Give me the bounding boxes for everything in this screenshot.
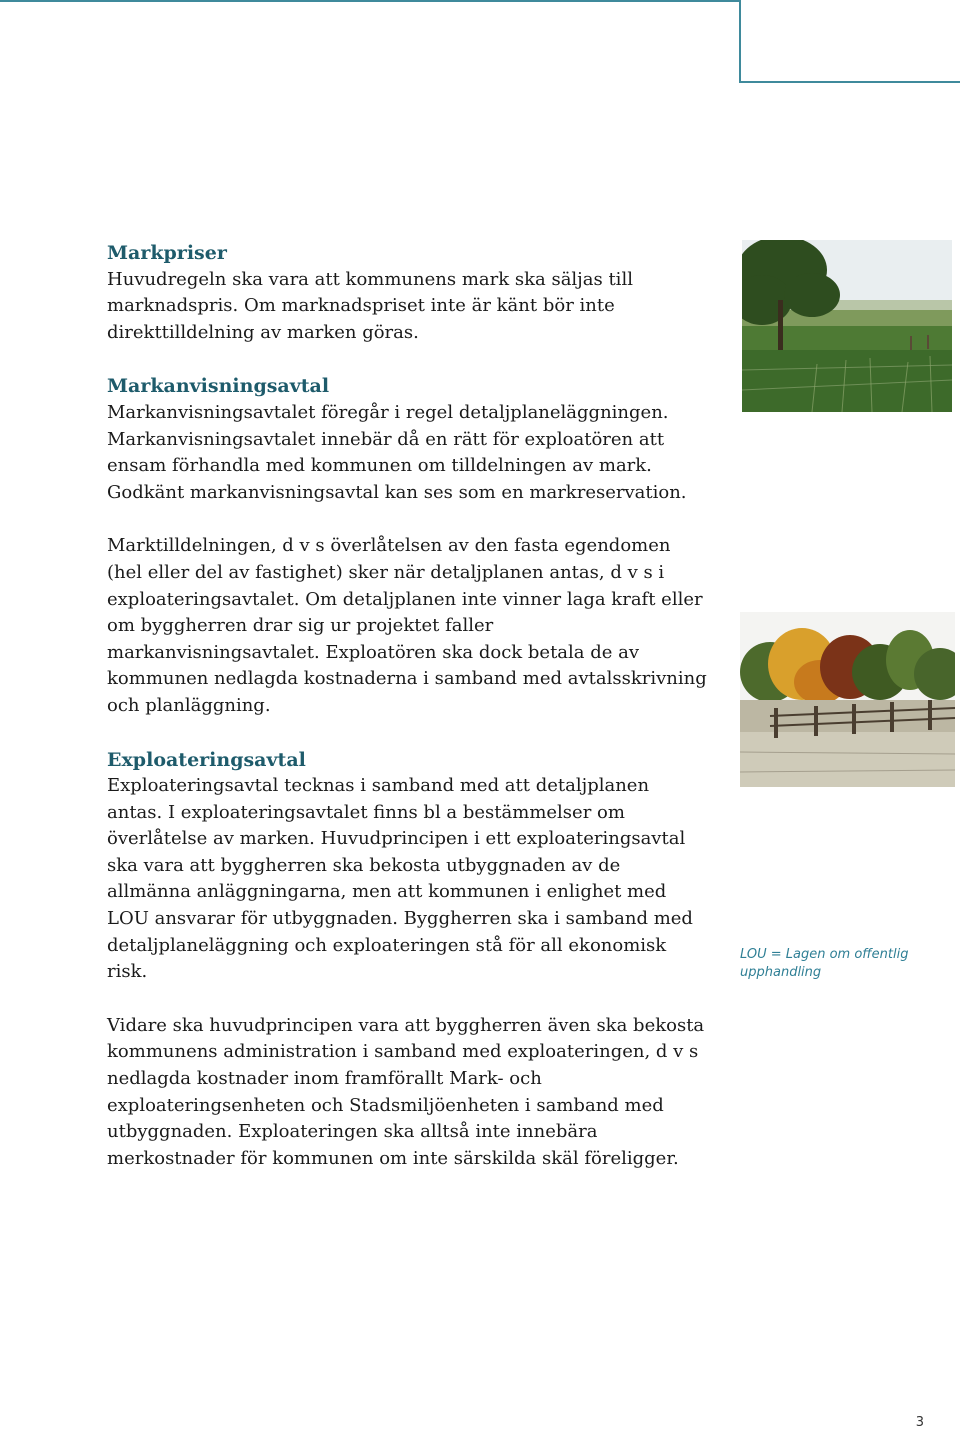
corner-vertical-rule: [739, 0, 741, 83]
paragraph-markpriser: Huvudregeln ska vara att kommunens mark ska säljas till marknadspris. Om marknadspriset inte är känt bör inte direkttilldelning av marken göras.: [107, 268, 633, 343]
paragraph-marktilldelning: Marktilldelningen, d v s överlåtelsen av den fasta egendomen (hel eller del av fastighet) sker när detaljplanen antas, d v s i exploateringsavtalet. Om detaljplanen inte vinner laga kraft eller om byggherren drar sig ur projektet faller markanvisningsavtalet. Exploatören ska dock betala de av kommunen nedlagda kostnaderna i samband med avtalsskrivning och planläggning.: [107, 535, 707, 716]
paragraph-exploateringsavtal: Exploateringsavtal tecknas i samband med att detaljplanen antas. I exploateringsavtalet finns bl a bestämmelser om överlåtelse av marken. Huvudprincipen i ett exploateringsavtal ska vara att byggherren ska bekosta utbyggnaden av de allmänna anläggningarna, men att kommunen i enlighet med LOU ansvarar för utbyggnaden. Byggherren ska i samband med detaljplaneläggning och exploateringen stå för all ekonomisk risk.: [107, 775, 693, 983]
paragraph-markanvisningsavtal: Markanvisningsavtalet föregår i regel detaljplaneläggningen. Markanvisningsavtalet innebär då en rätt för exploatören att ensam förhandla med kommunen om tilldelningen av mark. Godkänt markanvisningsavtal kan ses som en markreservation.: [107, 401, 687, 503]
meadow-photo: [742, 240, 952, 412]
top-rule: [0, 0, 741, 2]
heading-exploateringsavtal: Exploateringsavtal: [107, 748, 306, 771]
autumn-fence-photo: [740, 612, 955, 787]
side-note-lou: LOU = Lagen om offentlig upphandling: [740, 947, 909, 980]
main-text-column: [107, 240, 707, 1172]
heading-markanvisningsavtal: Markanvisningsavtal: [107, 375, 330, 398]
corner-bottom-rule: [739, 81, 960, 83]
paragraph-vidare: Vidare ska huvudprincipen vara att byggherren även ska bekosta kommunens administration i samband med exploateringen, d v s nedlagda kostnader inom framförallt Mark- och exploateringsenheten och Stadsmiljöenheten i samband med utbyggnaden. Exploateringen ska alltså inte innebära merkostnader för kommunen om inte särskilda skäl föreligger.: [107, 1014, 705, 1169]
heading-markpriser: Markpriser: [107, 242, 227, 264]
page-number: 3: [915, 1415, 924, 1430]
